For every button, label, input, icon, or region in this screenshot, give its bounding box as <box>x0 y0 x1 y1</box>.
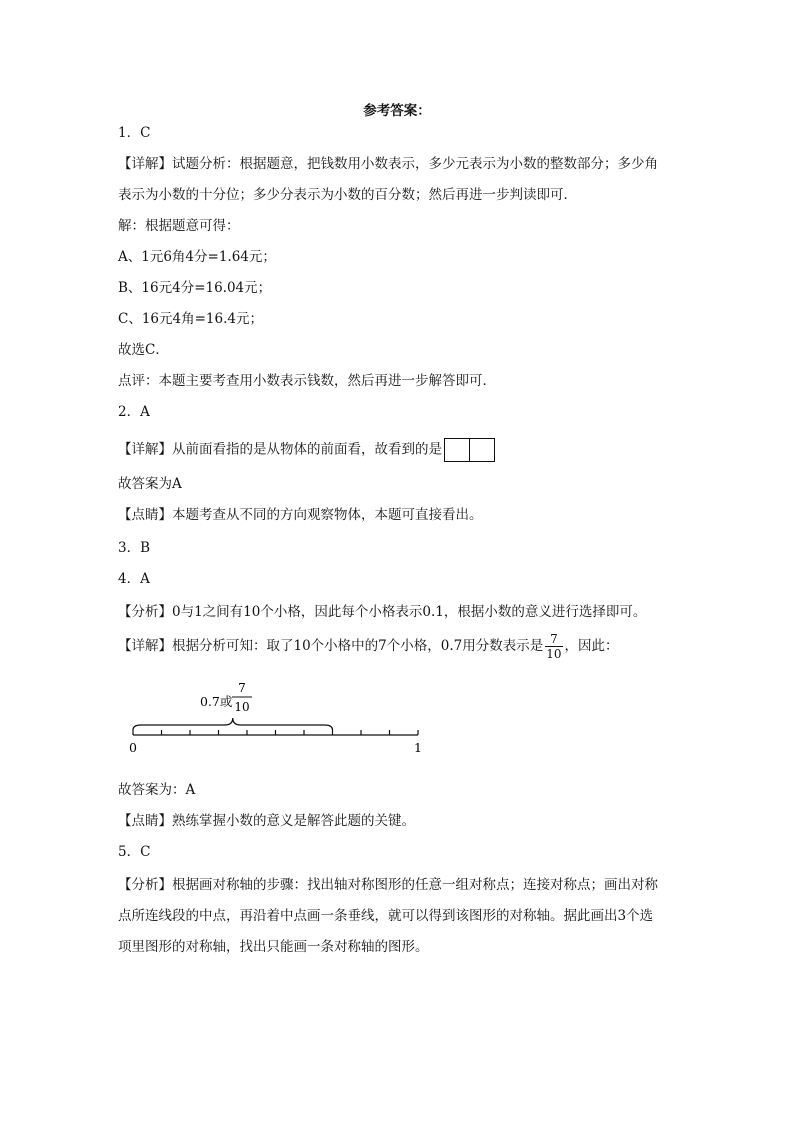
q4-detail-pre: 【详解】根据分析可知：取了10个小格中的7个小格，0.7用分数表示是 <box>118 638 544 654</box>
fraction-numerator: 7 <box>545 632 562 647</box>
q5-analysis: 【分析】根据画对称轴的步骤：找出轴对称图形的任意一组对称点；连接对称点；画出对称 <box>118 877 658 893</box>
front-view-squares <box>444 438 495 462</box>
q1-answer: 1．C <box>118 125 151 141</box>
numberline-frac-den: 10 <box>234 700 250 714</box>
q1-choose: 故选C． <box>118 342 169 358</box>
numberline-start-label: 0 <box>129 740 137 755</box>
q1-option-c: C、16元4角=16.4元； <box>118 311 263 327</box>
q1-solution-intro: 解：根据题意可得： <box>118 218 240 234</box>
numberline-frac-num: 7 <box>238 681 246 695</box>
q4-conclusion: 故答案为：A <box>118 782 196 798</box>
q2-detail-line <box>118 438 495 462</box>
square-left <box>444 438 470 462</box>
q4-remark: 【点睛】熟练掌握小数的意义是解答此题的关键。 <box>118 813 415 829</box>
q1-comment: 点评：本题主要考查用小数表示钱数，然后再进一步解答即可． <box>118 373 496 389</box>
q5-analysis-cont2: 项里图形的对称轴，找出只能画一条对称轴的图形。 <box>118 939 429 955</box>
q1-option-a: A、1元6角4分=1.64元； <box>118 249 276 265</box>
page-title: 参考答案： <box>363 103 431 119</box>
q4-detail-line <box>118 632 619 661</box>
q4-answer: 4．A <box>118 571 150 587</box>
q2-answer: 2．A <box>118 404 150 420</box>
q4-detail-post: ，因此： <box>564 638 619 654</box>
numberline-label-prefix: 0.7或 <box>200 694 233 709</box>
fraction-seven-tenths <box>545 632 562 661</box>
q2-detail: 【详解】从前面看指的是从物体的前面看，故看到的是 <box>118 441 442 458</box>
q1-detail: 【详解】试题分析：根据题意，把钱数用小数表示，多少元表示为小数的整数部分；多少角 <box>118 156 658 172</box>
numberline-end-label: 1 <box>414 740 422 755</box>
q2-conclusion: 故答案为A <box>118 476 182 492</box>
q2-remark: 【点睛】本题考查从不同的方向观察物体，本题可直接看出。 <box>118 507 483 523</box>
q5-analysis-cont1: 点所连线段的中点，再沿着中点画一条垂线，就可以得到该图形的对称轴。据此画出3个选 <box>118 908 654 924</box>
numberline-ticks <box>133 730 418 735</box>
fraction-denominator: 10 <box>546 647 562 661</box>
square-right <box>470 438 495 462</box>
q5-answer: 5．C <box>118 844 151 860</box>
q1-detail-cont: 表示为小数的十分位；多少分表示为小数的百分数；然后再进一步判读即可． <box>118 187 577 203</box>
numberline-brace <box>133 718 333 730</box>
q1-option-b: B、16元4分=16.04元； <box>118 280 272 296</box>
q3-answer: 3．B <box>118 540 151 556</box>
number-line-diagram <box>118 680 438 760</box>
q4-analysis: 【分析】0与1之间有10个小格，因此每个小格表示0.1，根据小数的意义进行选择即可。 <box>118 604 647 620</box>
